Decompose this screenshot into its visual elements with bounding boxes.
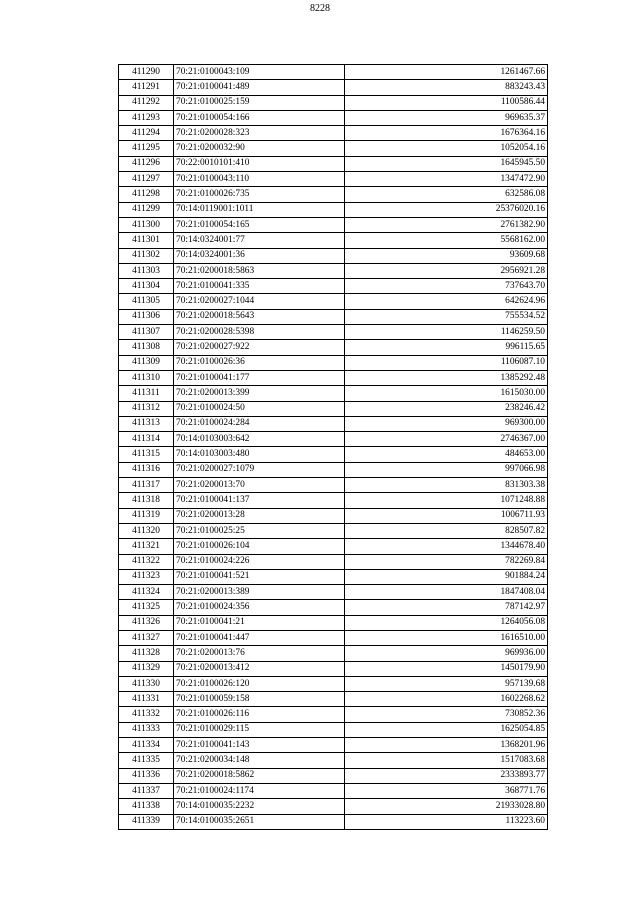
cadastral-number-cell: 70:21:0100041:447 (174, 630, 345, 645)
table-row (119, 263, 548, 278)
table-row (119, 401, 548, 416)
cadastral-number-cell: 70:21:0200013:28 (174, 508, 345, 523)
table-row (119, 768, 548, 783)
cadastral-number-cell: 70:21:0100025:25 (174, 523, 345, 538)
table-row (119, 172, 548, 187)
table-row (119, 615, 548, 630)
table-row (119, 676, 548, 691)
row-number-cell: 411296 (119, 156, 174, 171)
row-number-cell: 411327 (119, 630, 174, 645)
cadastral-value-cell: 2956921.28 (345, 263, 548, 278)
row-number-cell: 411335 (119, 753, 174, 768)
cadastral-value-cell: 1006711.93 (345, 508, 548, 523)
cadastral-number-cell: 70:21:0100026:120 (174, 676, 345, 691)
table-row (119, 156, 548, 171)
cadastral-value-cell: 642624.96 (345, 294, 548, 309)
cadastral-number-cell: 70:21:0100041:521 (174, 569, 345, 584)
row-number-cell: 411293 (119, 110, 174, 125)
cadastral-number-cell: 70:21:0200013:389 (174, 585, 345, 600)
row-number-cell: 411301 (119, 233, 174, 248)
cadastral-value-cell: 969936.00 (345, 646, 548, 661)
row-number-cell: 411330 (119, 676, 174, 691)
cadastral-value-cell: 1602268.62 (345, 692, 548, 707)
cadastral-value-cell: 368771.76 (345, 783, 548, 798)
cadastral-value-cell: 5568162.00 (345, 233, 548, 248)
table-row (119, 233, 548, 248)
table-row (119, 508, 548, 523)
row-number-cell: 411314 (119, 432, 174, 447)
cadastral-number-cell: 70:21:0200013:76 (174, 646, 345, 661)
table-row (119, 585, 548, 600)
cadastral-number-cell: 70:21:0200013:70 (174, 478, 345, 493)
cadastral-value-cell: 1106087.10 (345, 355, 548, 370)
cadastral-value-cell: 2333893.77 (345, 768, 548, 783)
row-number-cell: 411311 (119, 386, 174, 401)
cadastral-value-cell: 484653.00 (345, 447, 548, 462)
table-row (119, 294, 548, 309)
table-row (119, 478, 548, 493)
table-row (119, 692, 548, 707)
cadastral-value-cell: 787142.97 (345, 600, 548, 615)
cadastral-number-cell: 70:21:0100041:143 (174, 738, 345, 753)
cadastral-value-cell: 969300.00 (345, 416, 548, 431)
cadastral-number-cell: 70:21:0100041:489 (174, 80, 345, 95)
row-number-cell: 411334 (119, 738, 174, 753)
row-number-cell: 411333 (119, 722, 174, 737)
row-number-cell: 411328 (119, 646, 174, 661)
table-row (119, 447, 548, 462)
row-number-cell: 411338 (119, 799, 174, 814)
table-row (119, 95, 548, 110)
cadastral-number-cell: 70:21:0100041:21 (174, 615, 345, 630)
cadastral-number-cell: 70:21:0200028:323 (174, 126, 345, 141)
cadastral-value-cell: 1146259.50 (345, 325, 548, 340)
cadastral-value-cell: 957139.68 (345, 676, 548, 691)
table-row (119, 462, 548, 477)
row-number-cell: 411336 (119, 768, 174, 783)
cadastral-value-cell: 2746367.00 (345, 432, 548, 447)
cadastral-number-cell: 70:21:0100024:356 (174, 600, 345, 615)
row-number-cell: 411313 (119, 416, 174, 431)
table-row (119, 279, 548, 294)
table-row (119, 65, 548, 80)
cadastral-number-cell: 70:14:0119001:1011 (174, 202, 345, 217)
table-row (119, 110, 548, 125)
cadastral-number-cell: 70:21:0100059:158 (174, 692, 345, 707)
row-number-cell: 411302 (119, 248, 174, 263)
cadastral-value-cell: 782269.84 (345, 554, 548, 569)
row-number-cell: 411315 (119, 447, 174, 462)
table-row (119, 738, 548, 753)
cadastral-number-cell: 70:21:0100024:1174 (174, 783, 345, 798)
table-row (119, 187, 548, 202)
cadastral-number-cell: 70:21:0100041:177 (174, 370, 345, 385)
row-number-cell: 411304 (119, 279, 174, 294)
cadastral-value-cell: 1347472.90 (345, 172, 548, 187)
row-number-cell: 411329 (119, 661, 174, 676)
cadastral-value-cell: 632586.08 (345, 187, 548, 202)
cadastral-value-cell: 1368201.96 (345, 738, 548, 753)
row-number-cell: 411308 (119, 340, 174, 355)
row-number-cell: 411326 (119, 615, 174, 630)
cadastral-number-cell: 70:21:0100054:165 (174, 217, 345, 232)
cadastral-value-cell: 1645945.50 (345, 156, 548, 171)
table-row (119, 554, 548, 569)
cadastral-value-cell: 21933028.80 (345, 799, 548, 814)
row-number-cell: 411307 (119, 325, 174, 340)
cadastral-value-cell: 1100586.44 (345, 95, 548, 110)
row-number-cell: 411297 (119, 172, 174, 187)
cadastral-number-cell: 70:21:0200013:399 (174, 386, 345, 401)
row-number-cell: 411294 (119, 126, 174, 141)
row-number-cell: 411299 (119, 202, 174, 217)
cadastral-value-cell: 1615030.00 (345, 386, 548, 401)
cadastral-number-cell: 70:14:0324001:77 (174, 233, 345, 248)
row-number-cell: 411318 (119, 493, 174, 508)
cadastral-value-cell: 1385292.48 (345, 370, 548, 385)
row-number-cell: 411321 (119, 539, 174, 554)
cadastral-value-cell: 737643.70 (345, 279, 548, 294)
cadastral-number-cell: 70:21:0100029:115 (174, 722, 345, 737)
row-number-cell: 411337 (119, 783, 174, 798)
cadastral-value-cell: 730852.36 (345, 707, 548, 722)
cadastral-number-cell: 70:21:0200027:1079 (174, 462, 345, 477)
row-number-cell: 411310 (119, 370, 174, 385)
cadastral-value-cell: 1344678.40 (345, 539, 548, 554)
table-row (119, 722, 548, 737)
table-row (119, 202, 548, 217)
table-row (119, 707, 548, 722)
cadastral-value-cell: 113223.60 (345, 814, 548, 829)
row-number-cell: 411300 (119, 217, 174, 232)
table-row (119, 646, 548, 661)
row-number-cell: 411292 (119, 95, 174, 110)
table-row (119, 141, 548, 156)
row-number-cell: 411290 (119, 65, 174, 80)
cadastral-value-cell: 997066.98 (345, 462, 548, 477)
table-row (119, 386, 548, 401)
table-row (119, 600, 548, 615)
row-number-cell: 411320 (119, 523, 174, 538)
table-row (119, 370, 548, 385)
cadastral-value-cell: 1847408.04 (345, 585, 548, 600)
cadastral-value-table (118, 64, 548, 830)
table-row (119, 630, 548, 645)
table-row (119, 309, 548, 324)
cadastral-number-cell: 70:14:0324001:36 (174, 248, 345, 263)
table-row (119, 217, 548, 232)
cadastral-number-cell: 70:21:0100024:50 (174, 401, 345, 416)
table-row (119, 661, 548, 676)
table-row (119, 340, 548, 355)
cadastral-value-cell: 831303.38 (345, 478, 548, 493)
cadastral-number-cell: 70:21:0100026:116 (174, 707, 345, 722)
cadastral-value-cell: 2761382.90 (345, 217, 548, 232)
cadastral-value-cell: 93609.68 (345, 248, 548, 263)
table-row (119, 80, 548, 95)
cadastral-value-cell: 996115.65 (345, 340, 548, 355)
cadastral-number-cell: 70:21:0100043:109 (174, 65, 345, 80)
table-row (119, 432, 548, 447)
cadastral-value-cell: 901884.24 (345, 569, 548, 584)
cadastral-number-cell: 70:14:0100035:2651 (174, 814, 345, 829)
cadastral-number-cell: 70:21:0200018:5643 (174, 309, 345, 324)
cadastral-value-cell: 1261467.66 (345, 65, 548, 80)
row-number-cell: 411298 (119, 187, 174, 202)
cadastral-number-cell: 70:21:0100024:284 (174, 416, 345, 431)
cadastral-number-cell: 70:21:0200018:5862 (174, 768, 345, 783)
cadastral-number-cell: 70:21:0200018:5863 (174, 263, 345, 278)
table-row (119, 523, 548, 538)
table-row (119, 355, 548, 370)
table-row (119, 126, 548, 141)
cadastral-value-cell: 969635.37 (345, 110, 548, 125)
row-number-cell: 411332 (119, 707, 174, 722)
row-number-cell: 411312 (119, 401, 174, 416)
row-number-cell: 411309 (119, 355, 174, 370)
cadastral-number-cell: 70:21:0100026:104 (174, 539, 345, 554)
table-row (119, 248, 548, 263)
table-row (119, 783, 548, 798)
row-number-cell: 411295 (119, 141, 174, 156)
table-body (119, 65, 548, 830)
cadastral-number-cell: 70:21:0100041:137 (174, 493, 345, 508)
row-number-cell: 411319 (119, 508, 174, 523)
table-row (119, 416, 548, 431)
cadastral-number-cell: 70:21:0100024:226 (174, 554, 345, 569)
cadastral-number-cell: 70:21:0200034:148 (174, 753, 345, 768)
table-row (119, 569, 548, 584)
cadastral-value-cell: 755534.52 (345, 309, 548, 324)
row-number-cell: 411323 (119, 569, 174, 584)
page-number: 8228 (310, 3, 330, 14)
table-row (119, 325, 548, 340)
row-number-cell: 411306 (119, 309, 174, 324)
row-number-cell: 411331 (119, 692, 174, 707)
cadastral-value-cell: 1052054.16 (345, 141, 548, 156)
cadastral-value-cell: 1071248.88 (345, 493, 548, 508)
row-number-cell: 411322 (119, 554, 174, 569)
cadastral-number-cell: 70:21:0200032:90 (174, 141, 345, 156)
row-number-cell: 411303 (119, 263, 174, 278)
cadastral-number-cell: 70:21:0100043:110 (174, 172, 345, 187)
cadastral-value-cell: 1517083.68 (345, 753, 548, 768)
row-number-cell: 411339 (119, 814, 174, 829)
row-number-cell: 411325 (119, 600, 174, 615)
table-row (119, 539, 548, 554)
table-row (119, 493, 548, 508)
cadastral-value-cell: 1450179.90 (345, 661, 548, 676)
cadastral-number-cell: 70:21:0100026:36 (174, 355, 345, 370)
row-number-cell: 411317 (119, 478, 174, 493)
cadastral-value-cell: 238246.42 (345, 401, 548, 416)
table-row (119, 753, 548, 768)
cadastral-number-cell: 70:22:0010101:410 (174, 156, 345, 171)
table-row (119, 799, 548, 814)
cadastral-number-cell: 70:14:0103003:480 (174, 447, 345, 462)
cadastral-value-cell: 1616510.00 (345, 630, 548, 645)
cadastral-value-cell: 25376020.16 (345, 202, 548, 217)
cadastral-number-cell: 70:21:0200028:5398 (174, 325, 345, 340)
row-number-cell: 411291 (119, 80, 174, 95)
cadastral-number-cell: 70:21:0200013:412 (174, 661, 345, 676)
cadastral-number-cell: 70:21:0100026:735 (174, 187, 345, 202)
cadastral-value-cell: 883243.43 (345, 80, 548, 95)
row-number-cell: 411324 (119, 585, 174, 600)
cadastral-value-cell: 1625054.85 (345, 722, 548, 737)
cadastral-value-cell: 828507.82 (345, 523, 548, 538)
cadastral-number-cell: 70:21:0100025:159 (174, 95, 345, 110)
cadastral-value-cell: 1676364.16 (345, 126, 548, 141)
cadastral-number-cell: 70:14:0100035:2232 (174, 799, 345, 814)
row-number-cell: 411305 (119, 294, 174, 309)
table-row (119, 814, 548, 829)
cadastral-value-cell: 1264056.08 (345, 615, 548, 630)
cadastral-number-cell: 70:21:0100054:166 (174, 110, 345, 125)
cadastral-number-cell: 70:14:0103003:642 (174, 432, 345, 447)
cadastral-number-cell: 70:21:0200027:922 (174, 340, 345, 355)
cadastral-number-cell: 70:21:0200027:1044 (174, 294, 345, 309)
row-number-cell: 411316 (119, 462, 174, 477)
cadastral-number-cell: 70:21:0100041:335 (174, 279, 345, 294)
